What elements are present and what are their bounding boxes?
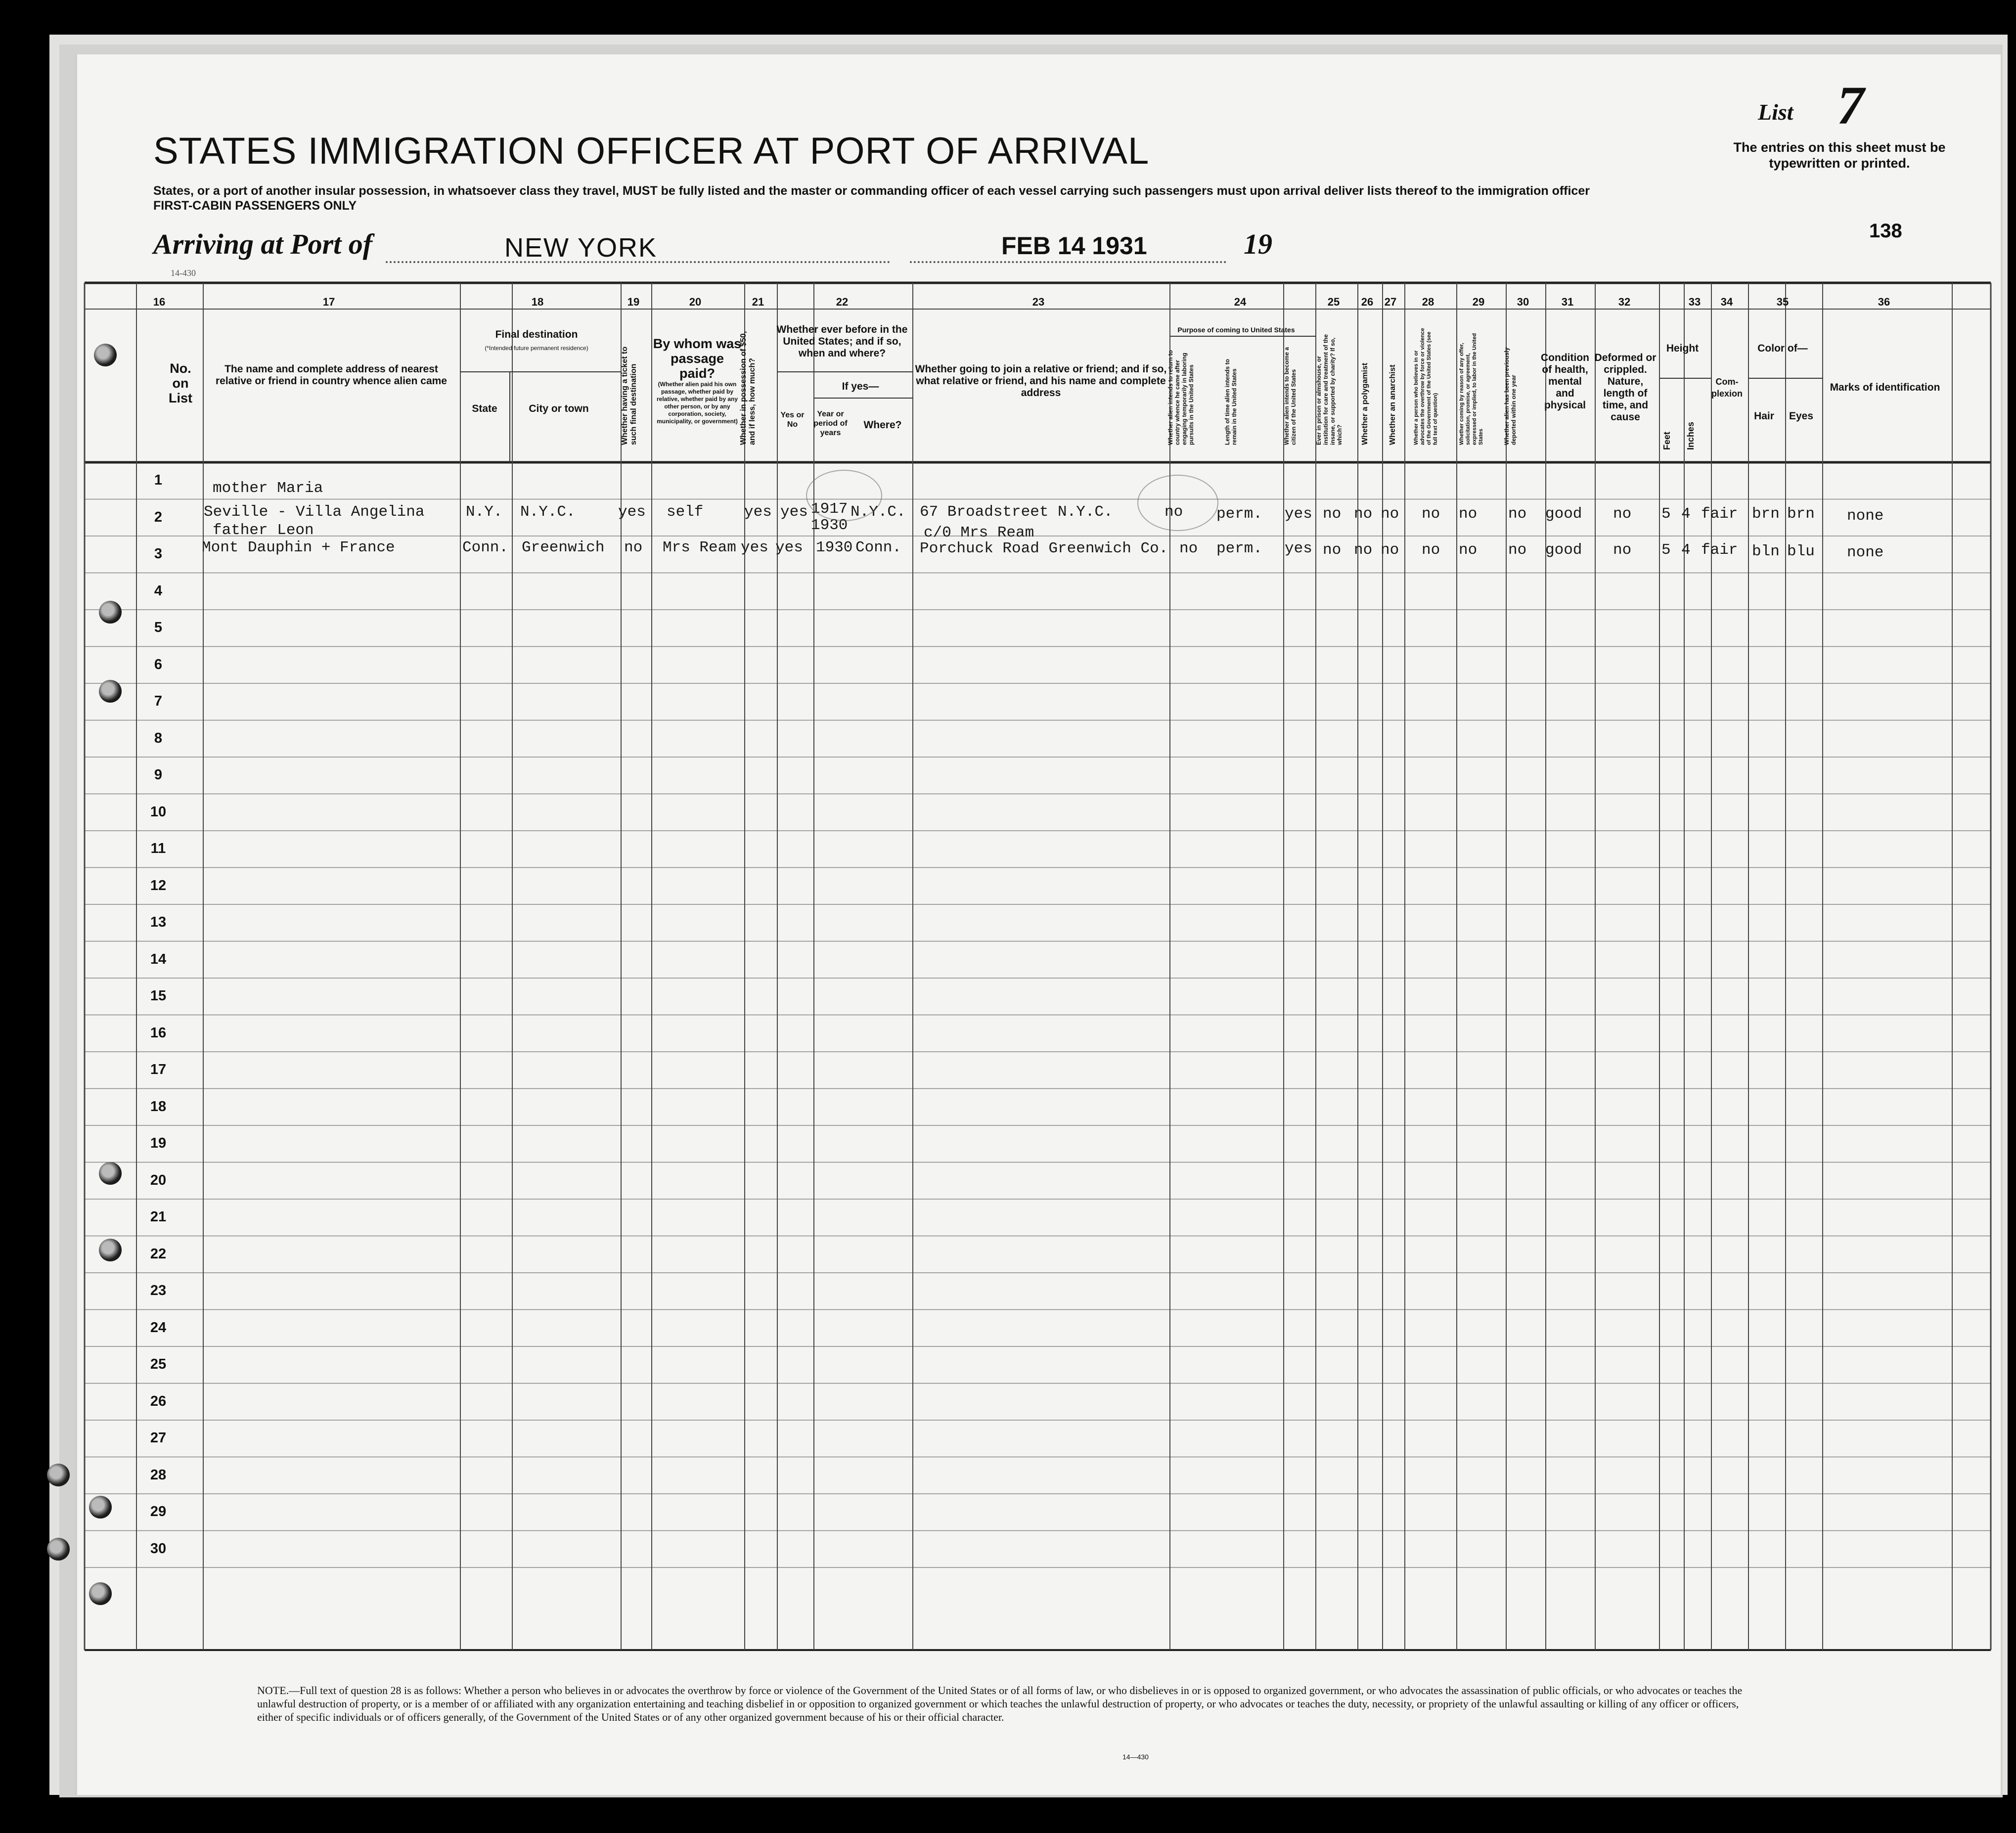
header-deformed: Deformed or crippled. Nature, length of time, and cause: [1594, 352, 1657, 423]
row-number: 22: [150, 1246, 167, 1262]
header-eyes: Eyes: [1789, 410, 1814, 422]
column-number: 21: [752, 296, 764, 308]
column-number: 23: [1032, 296, 1045, 308]
footnote-question-28: NOTE.—Full text of question 28 is as follows: Whether a person who believes in or advocates the overthrow by force or violence of the Government of the United States or of all forms of law, or who disbelieves in or is opposed to organized government, or who advocates the assassination of public officials, or who advocates or teaches the unlawful destruction of property, or is a member of or affiliated with any organization entertaining and teaching disbelief in or opposition to organized government or which teaches the unlawful destruction of property, or who advocates or teaches the duty, necessity, or propriety of the unlawful assaulting or killing of any officer or officers, either of specific individuals or of officers generally, of the Government of the United States or of any other organized government because of his or their official character.: [257, 1684, 1743, 1723]
row2-prison: no: [1323, 541, 1342, 559]
header-inches: Inches: [1686, 421, 1696, 450]
row1-prison: no: [1323, 505, 1342, 523]
row1-complexion: fair: [1701, 505, 1738, 523]
row-number: 30: [150, 1540, 167, 1557]
row2-marks: none: [1847, 544, 1884, 561]
header-marks: Marks of identification: [1830, 382, 1940, 393]
row1-feet: 5: [1661, 505, 1671, 523]
header-purpose: Purpose of coming to United States: [1177, 326, 1295, 334]
column-number: 36: [1878, 296, 1890, 308]
punch-hole: [99, 1239, 122, 1261]
form-subtitle: States, or a port of another insular possession, in whatsoever class they travel, MUST be fully listed and the master or commanding officer of each vessel carrying such passengers must upon arrival deliver lists thereof to the immigration officer: [153, 184, 1590, 198]
punch-hole: [89, 1496, 112, 1519]
row-number: 26: [150, 1393, 167, 1409]
row2-relative-line2: Mont Dauphin + France: [202, 539, 395, 556]
row2-deported: no: [1508, 541, 1527, 559]
row-number: 19: [150, 1135, 167, 1151]
header-join-relative: Whether going to join a relative or friend; and if so, what relative or friend, and his name and complete address: [915, 363, 1167, 399]
header-feet: Feet: [1662, 431, 1672, 450]
row1-eyes: brn: [1787, 505, 1815, 523]
row2-polygamist: no: [1354, 541, 1373, 559]
row2-return-temp: no: [1179, 540, 1198, 557]
column-number: 19: [627, 296, 640, 308]
header-anarchist: Whether an anarchist: [1389, 364, 1397, 445]
row-number: 25: [150, 1356, 167, 1372]
header-purpose-citizen: Whether alien intends to become a citizen of the United States: [1283, 347, 1297, 445]
row2-inches: 4: [1681, 541, 1691, 559]
row2-join-line2: Porchuck Road Greenwich Co.: [920, 540, 1168, 557]
column-number: 28: [1422, 296, 1434, 308]
row-number: 21: [150, 1209, 167, 1225]
header-relative-address: The name and complete address of nearest relative or friend in country whence alien came: [216, 363, 447, 387]
row2-join-line1: c/0 Mrs Ream: [924, 524, 1034, 541]
row-number: 20: [150, 1172, 167, 1188]
header-condition: Condition of health, mental and physical: [1541, 352, 1589, 411]
date-stamp: FEB 14 1931: [1001, 232, 1147, 260]
row1-deformed: no: [1613, 505, 1632, 523]
typewritten-note: The entries on this sheet must be typewritten or printed.: [1733, 140, 1946, 171]
form-title: STATES IMMIGRATION OFFICER AT PORT OF ARRIVAL: [153, 130, 1150, 172]
page-number: 138: [1869, 220, 1902, 242]
row2-eyes: blu: [1787, 543, 1815, 560]
row1-before-year2: 1930: [811, 517, 848, 534]
row2-paid-by: Mrs Ream: [663, 539, 736, 556]
row2-complexion: fair: [1701, 541, 1738, 559]
row-number: 28: [150, 1467, 167, 1483]
row2-deformed: no: [1613, 541, 1632, 559]
column-number: 32: [1618, 296, 1631, 308]
row1-marks: none: [1847, 507, 1884, 525]
row1-before-where: N.Y.C.: [851, 503, 906, 521]
header-height: Height: [1666, 343, 1699, 354]
row2-health: good: [1545, 541, 1582, 559]
column-number: 18: [531, 296, 544, 308]
port-value: NEW YORK: [504, 233, 658, 263]
row1-polygamist: no: [1354, 505, 1373, 523]
row1-q29: no: [1459, 505, 1478, 523]
row2-before-where: Conn.: [855, 539, 902, 556]
date-dotted-line: [910, 261, 1226, 263]
column-number: 30: [1517, 296, 1529, 308]
column-number: 33: [1688, 296, 1701, 308]
header-q29: Whether coming by reason of any offer, solicitation, promise, or agreement, expressed or implied, to labor in the United States: [1459, 333, 1484, 445]
row-number: 12: [150, 877, 167, 894]
row1-state: N.Y.: [466, 503, 503, 521]
row2-anarchist: no: [1381, 541, 1399, 559]
header-ever-before: Whether ever before in the United States; and if so, when and where?: [776, 324, 908, 359]
row-number: 8: [154, 730, 163, 746]
form-mark: 14-430: [171, 268, 196, 278]
row-number: 15: [150, 988, 167, 1004]
header-yes-or-no: Yes or No: [780, 411, 805, 429]
header-city: City or town: [529, 403, 589, 414]
row2-before: yes: [775, 539, 803, 556]
column-number: 17: [322, 296, 335, 308]
column-number: 34: [1720, 296, 1733, 308]
row2-q28: no: [1422, 541, 1440, 559]
header-if-yes: If yes—: [842, 381, 879, 392]
header-color-of: Color of—: [1757, 343, 1808, 354]
header-final-destination: Final destination: [495, 329, 578, 340]
header-deported: Whether alien has been previously deported within one year: [1503, 347, 1517, 445]
row2-ticket: no: [624, 539, 643, 556]
header-final-destination-note: (*Intended future permanent residence): [485, 345, 588, 352]
punch-hole: [94, 344, 117, 366]
punch-hole: [99, 1162, 122, 1185]
year-prefix: 19: [1244, 228, 1272, 260]
row-number: 18: [150, 1098, 167, 1115]
header-polygamist: Whether a polygamist: [1361, 362, 1369, 445]
header-ticket: Whether having a ticket to such final destination: [621, 346, 638, 445]
row2-q29: no: [1459, 541, 1478, 559]
column-number: 25: [1327, 296, 1340, 308]
row-number: 29: [150, 1504, 167, 1520]
column-number: 29: [1472, 296, 1485, 308]
row1-q28: no: [1422, 505, 1440, 523]
row-number: 16: [150, 1025, 167, 1041]
row1-health: good: [1545, 505, 1582, 523]
header-prison: Ever in prison or almshouse, or institution for care and treatment of the insane, or supported by charity? If so, which?: [1315, 334, 1343, 445]
column-number: 35: [1776, 296, 1789, 308]
row-number: 27: [150, 1430, 167, 1446]
row1-inches: 4: [1681, 505, 1691, 523]
row-number: 10: [150, 804, 167, 820]
row2-has-50: yes: [741, 539, 768, 556]
class-line: FIRST-CABIN PASSENGERS ONLY: [153, 199, 357, 213]
row-number: 13: [150, 914, 167, 930]
row-number: 14: [150, 951, 167, 967]
row1-paid-by: self: [667, 503, 704, 521]
row1-before-year: 1917: [811, 500, 848, 518]
punch-hole: [47, 1464, 70, 1486]
header-no-on-list: No. on List: [168, 361, 192, 405]
header-purpose-return: Whether alien intends to return to country whence he came after engaging temporarily in laboring pursuits in the United States: [1167, 350, 1195, 445]
punch-hole: [47, 1538, 70, 1561]
list-number: 7: [1837, 75, 1864, 135]
column-number: 31: [1561, 296, 1574, 308]
manifest-sheet: [74, 54, 2001, 1795]
header-q28: Whether a person who believes in or advocates the overthrow by force or violence of the Government of the United States (see full text of question): [1413, 328, 1438, 445]
row2-hair: bln: [1752, 543, 1780, 560]
row1-city: N.Y.C.: [520, 503, 576, 521]
header-state: State: [472, 403, 497, 414]
row-number: 1: [154, 472, 163, 488]
row-number: 9: [154, 767, 163, 783]
header-by-whom-note: (Whether alien paid his own passage, whether paid by relative, whether paid by any other person, or by any corporation, society, municipality, or government): [656, 381, 738, 425]
row2-citizen: yes: [1285, 540, 1312, 557]
faint-stamp-mark: [1137, 475, 1218, 531]
row1-hair: brn: [1752, 505, 1780, 523]
header-purpose-length: Length of time alien intends to remain in the United States: [1224, 359, 1238, 445]
column-number: 20: [689, 296, 702, 308]
row1-length-stay: perm.: [1216, 505, 1263, 523]
header-by-whom-paid: By whom was passage paid?: [653, 336, 742, 381]
column-number: 16: [153, 296, 166, 308]
row-number: 2: [154, 509, 163, 525]
row2-state: Conn.: [462, 539, 509, 556]
row2-length-stay: perm.: [1216, 540, 1263, 557]
footer-form-code: 14—430: [1122, 1753, 1149, 1761]
header-hair: Hair: [1754, 410, 1774, 422]
punch-hole: [89, 1582, 112, 1605]
column-number: 24: [1234, 296, 1247, 308]
column-number: 26: [1361, 296, 1374, 308]
row-number: 4: [154, 582, 163, 599]
list-label: List: [1758, 99, 1793, 125]
row1-relative-line1: mother Maria: [213, 480, 323, 497]
row-number: 7: [154, 693, 163, 709]
row1-anarchist: no: [1381, 505, 1399, 523]
row1-ticket: yes: [618, 503, 646, 521]
row-number: 23: [150, 1283, 167, 1298]
column-number: 22: [836, 296, 849, 308]
row-number: 5: [154, 620, 163, 635]
punch-hole: [99, 680, 122, 703]
row-number: 3: [154, 546, 163, 562]
row-number: 6: [154, 656, 163, 672]
faint-stamp-mark: [806, 470, 882, 521]
row1-deported: no: [1508, 505, 1527, 523]
row-number: 17: [150, 1062, 167, 1077]
header-complexion: Com-plexion: [1711, 377, 1743, 399]
punch-hole: [99, 601, 122, 624]
row1-citizen: yes: [1285, 505, 1312, 523]
row2-relative-line1: father Leon: [213, 522, 314, 539]
header-possession-50: Whether in possession of $50, and if less, how much?: [739, 331, 757, 445]
row2-city: Greenwich: [522, 539, 605, 556]
header-where: Where?: [863, 419, 902, 431]
row2-before-year: 1930: [816, 539, 853, 556]
row1-join: 67 Broadstreet N.Y.C.: [920, 503, 1113, 521]
row-number: 11: [150, 841, 166, 856]
header-year-period: Year or period of years: [813, 410, 848, 437]
arriving-label: Arriving at Port of: [153, 228, 373, 260]
row-number: 24: [150, 1319, 167, 1336]
column-number: 27: [1384, 296, 1397, 308]
row1-relative-line2: Seville - Villa Angelina: [204, 503, 425, 521]
row1-has-50: yes: [744, 503, 772, 521]
row1-before: yes: [780, 503, 808, 521]
row2-feet: 5: [1661, 541, 1671, 559]
row1-return-temp: no: [1165, 503, 1183, 521]
